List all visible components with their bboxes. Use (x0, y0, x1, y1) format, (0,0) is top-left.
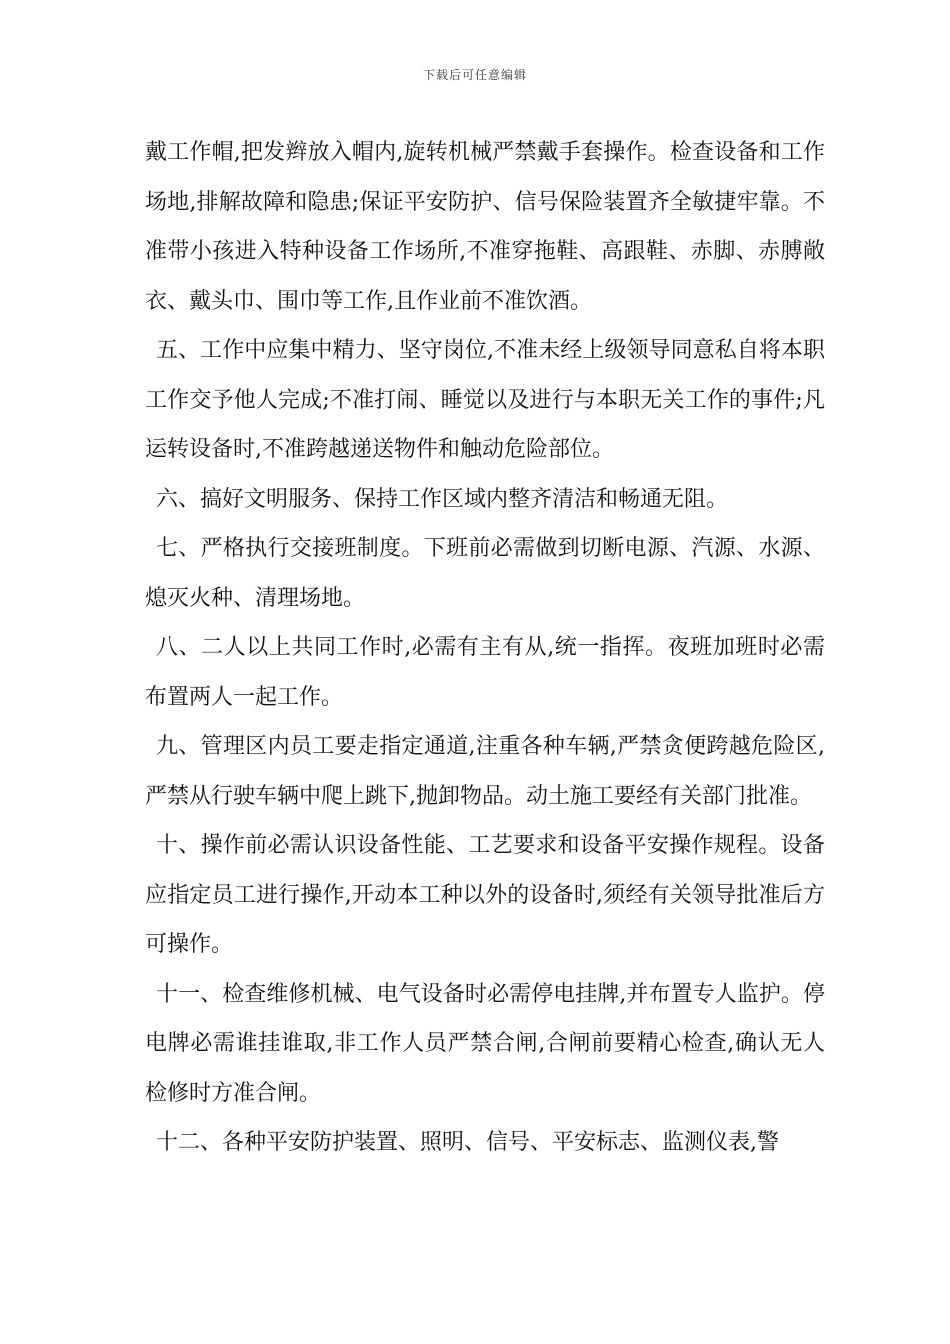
paragraph-item-11: 十一、检查维修机械、电气设备时必需停电挂牌,并布置专人监护。停电牌必需谁挂谁取,非工作人员严禁合闸,合闸前要精心检查,确认无人检修时方准合闸。 (145, 981, 825, 1106)
paragraph-item-7: 七、严格执行交接班制度。下班前必需做到切断电源、汽源、水源、熄灭火种、清理场地。 (145, 536, 825, 611)
paragraph-continued: 戴工作帽,把发辫放入帽内,旋转机械严禁戴手套操作。检查设备和工作场地,排解故障和隐患;保证平安防护、信号保险装置齐全敏捷牢靠。不准带小孩进入特种设备工作场所,不准穿拖鞋、高跟鞋、赤脚、赤膊敞衣、戴头巾、围巾等工作,且作业前不准饮酒。 (145, 140, 825, 314)
paragraph-item-9: 九、管理区内员工要走指定通道,注重各种车辆,严禁贪便跨越危险区,严禁从行驶车辆中爬上跳下,抛卸物品。动土施工要经有关部门批准。 (145, 734, 825, 809)
paragraph-item-5: 五、工作中应集中精力、坚守岗位,不准未经上级领导同意私自将本职工作交予他人完成;不准打闹、睡觉以及进行与本职无关工作的事件;凡运转设备时,不准跨越递送物件和触动危险部位。 (145, 338, 825, 462)
page-header: 下载后可任意编辑 (422, 68, 527, 82)
paragraph-item-6: 六、搞好文明服务、保持工作区域内整齐清洁和畅通无阻。 (156, 486, 729, 512)
paragraph-item-10: 十、操作前必需认识设备性能、工艺要求和设备平安操作规程。设备应指定员工进行操作,开动本工种以外的设备时,须经有关领导批准后方可操作。 (145, 833, 825, 957)
paragraph-item-12: 十二、各种平安防护装置、照明、信号、平安标志、监测仪表,警 (156, 1130, 779, 1155)
paragraph-item-8: 八、二人以上共同工作时,必需有主有从,统一指挥。夜班加班时必需布置两人一起工作。 (145, 635, 825, 710)
document-body (145, 128, 825, 1168)
